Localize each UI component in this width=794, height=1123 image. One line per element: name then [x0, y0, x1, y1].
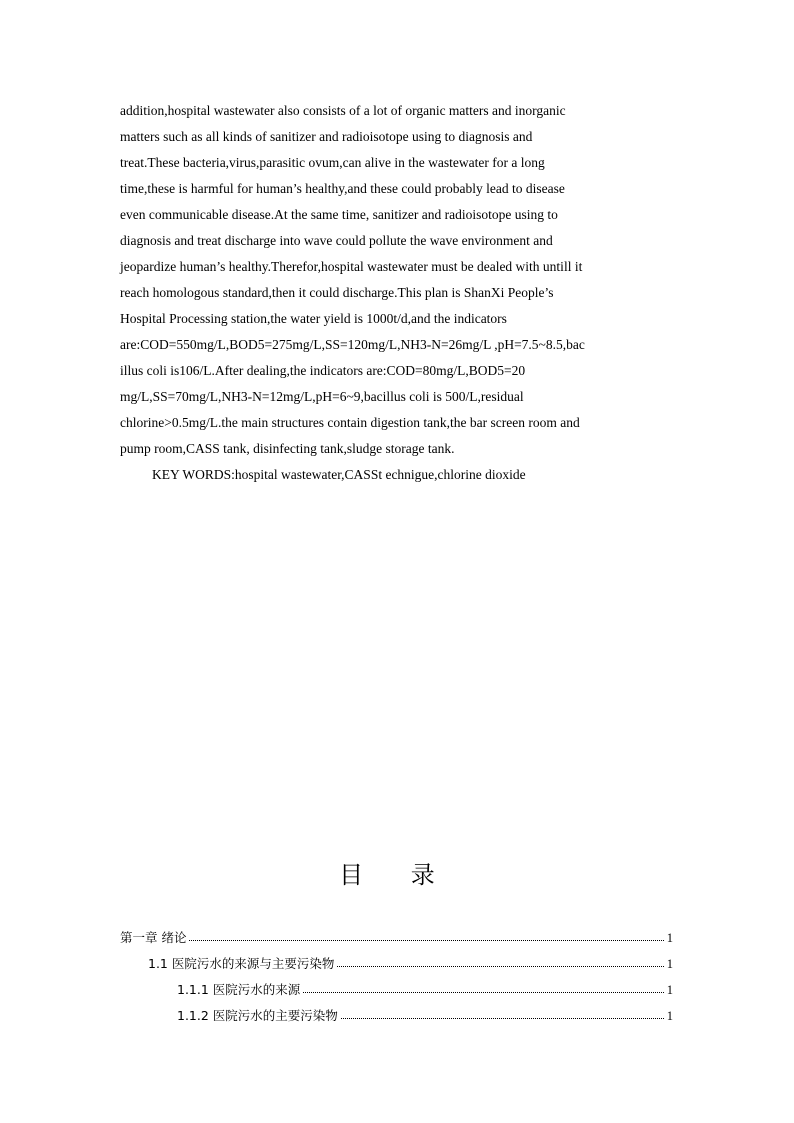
toc-entry-text: 第一章 绪论 [120, 930, 187, 945]
toc-leader-dots [303, 991, 663, 993]
toc-entry[interactable] [120, 998, 673, 1024]
toc-leader-dots [337, 965, 663, 967]
abstract-line: jeopardize human’s healthy.Therefor,hospital wastewater must be dealed with untill it [120, 259, 583, 274]
abstract-line: addition,hospital wastewater also consists of a lot of organic matters and inorganic [120, 103, 566, 118]
abstract-line: Hospital Processing station,the water yield is 1000t/d,and the indicators [120, 311, 507, 326]
toc-entry-text: 1.1.1 医院污水的来源 [177, 982, 301, 997]
abstract-line: are:COD=550mg/L,BOD5=275mg/L,SS=120mg/L,NH3-N=26mg/L ,pH=7.5~8.5,bac [120, 337, 585, 352]
keywords-line: KEY WORDS:hospital wastewater,CASSt echnigue,chlorine dioxide [152, 467, 526, 482]
toc-page-number: 1 [666, 983, 673, 997]
toc-page-number: 1 [666, 1009, 673, 1023]
abstract-line: chlorine>0.5mg/L.the main structures contain digestion tank,the bar screen room and [120, 415, 580, 430]
abstract-line: matters such as all kinds of sanitizer and radioisotope using to diagnosis and [120, 129, 533, 144]
abstract-line: diagnosis and treat discharge into wave could pollute the wave environment and [120, 233, 553, 248]
abstract-line: reach homologous standard,then it could discharge.This plan is ShanXi People’s [120, 285, 554, 300]
toc-entry-text: 1.1 医院污水的来源与主要污染物 [148, 956, 335, 971]
toc-entry-text: 1.1.2 医院污水的主要污染物 [177, 1008, 338, 1023]
toc-entry[interactable] [120, 920, 673, 946]
toc-leader-dots [189, 939, 663, 941]
abstract-line: even communicable disease.At the same time, sanitizer and radioisotope using to [120, 207, 558, 222]
toc-page-number: 1 [666, 931, 673, 945]
table-of-contents [120, 920, 673, 1024]
abstract-line: time,these is harmful for human’s healthy,and these could probably lead to disease [120, 181, 565, 196]
abstract-line: treat.These bacteria,virus,parasitic ovum,can alive in the wastewater for a long [120, 155, 545, 170]
toc-entry[interactable] [120, 972, 673, 998]
toc-title: 目 录 [339, 861, 455, 889]
abstract-line: mg/L,SS=70mg/L,NH3-N=12mg/L,pH=6~9,bacillus coli is 500/L,residual [120, 389, 524, 404]
abstract-line: pump room,CASS tank, disinfecting tank,sludge storage tank. [120, 441, 455, 456]
toc-leader-dots [341, 1017, 664, 1019]
toc-entry[interactable] [120, 946, 673, 972]
abstract-line: illus coli is106/L.After dealing,the indicators are:COD=80mg/L,BOD5=20 [120, 363, 526, 378]
abstract-body [120, 98, 673, 488]
toc-page-number: 1 [666, 957, 673, 971]
